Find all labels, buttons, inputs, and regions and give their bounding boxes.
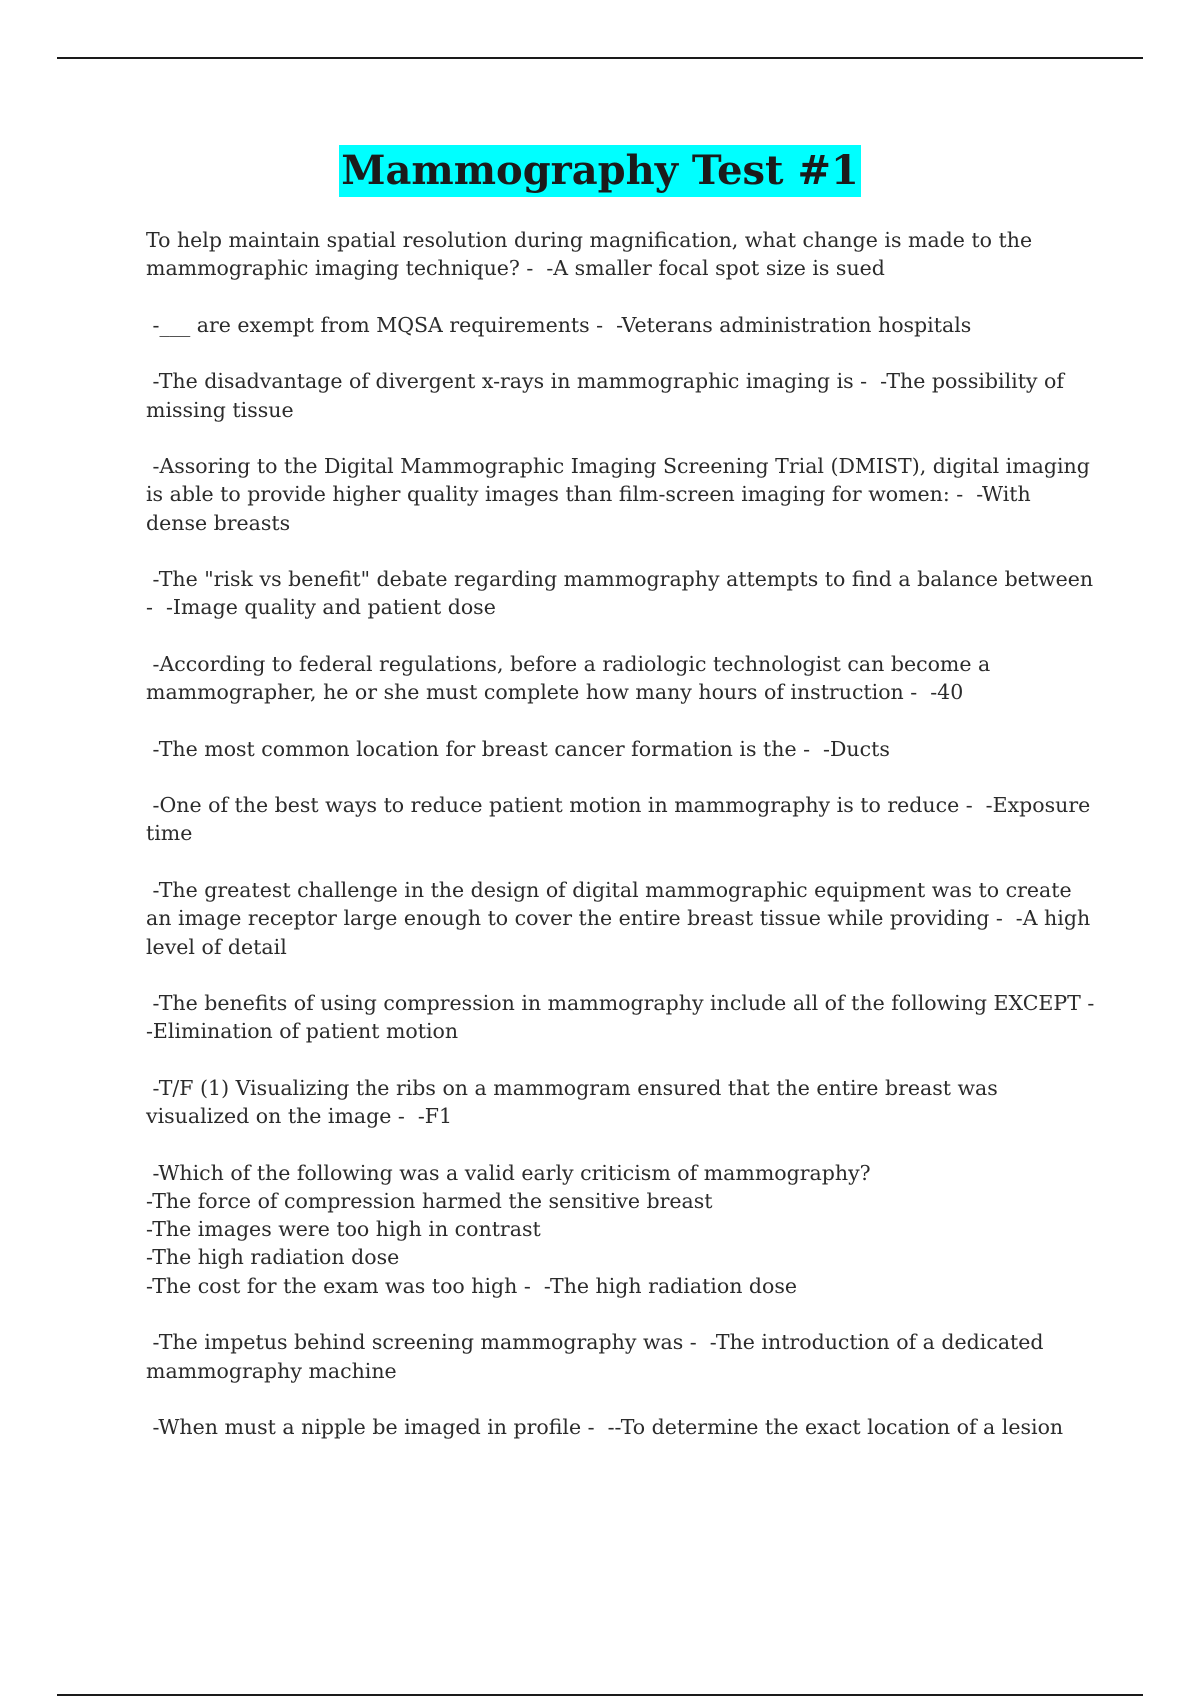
title-container	[0, 145, 1200, 197]
question-item: -Which of the following was a valid early criticism of mammography? -The force of compression harmed the sensitive breast -The images were too high in contrast -The high radiation dose -The cost for the exam was too high - -The high radiation dose	[146, 1160, 871, 1298]
question-item: -According to federal regulations, before a radiologic technologist can become a mammographer, he or she must complete how many hours of instruction - -40	[146, 651, 997, 705]
question-item: -___ are exempt from MQSA requirements - -Veterans administration hospitals	[146, 312, 972, 337]
question-item: -Assoring to the Digital Mammographic Imaging Screening Trial (DMIST), digital imaging is able to provide higher quality images than film-screen imaging for women: - -With dense breasts	[146, 454, 1097, 535]
question-item: -The impetus behind screening mammography was - -The introduction of a dedicated mammography machine	[146, 1330, 1051, 1383]
question-item: -The "risk vs benefit" debate regarding mammography attempts to find a balance between - -Image quality and patient dose	[146, 567, 1100, 620]
question-item: To help maintain spatial resolution during magnification, what change is made to the mammographic imaging technique? - -A smaller focal spot size is sued	[146, 228, 1039, 281]
question-item: -The benefits of using compression in mammography include all of the following EXCEPT - -Elimination of patient motion	[146, 991, 1108, 1044]
question-item: -The most common location for breast cancer formation is the - -Ducts	[146, 736, 890, 761]
question-list	[146, 226, 1108, 1441]
question-item: -The disadvantage of divergent x-rays in mammographic imaging is - -The possibility of missing tissue	[146, 369, 1071, 422]
top-rule	[57, 57, 1143, 59]
question-item: -One of the best ways to reduce patient motion in mammography is to reduce - -Exposure time	[146, 793, 1097, 846]
question-item: -When must a nipple be imaged in profile - --To determine the exact location of a lesion	[146, 1415, 1064, 1440]
bottom-rule	[57, 1694, 1143, 1696]
question-item: -The greatest challenge in the design of digital mammographic equipment was to create an image receptor large enough to cover the entire breast tissue while providing - -A high level of detail	[146, 877, 1097, 959]
question-item: -T/F (1) Visualizing the ribs on a mammogram ensured that the entire breast was visualized on the image - -F1	[146, 1075, 1005, 1129]
page-title: Mammography Test #1	[339, 145, 861, 197]
